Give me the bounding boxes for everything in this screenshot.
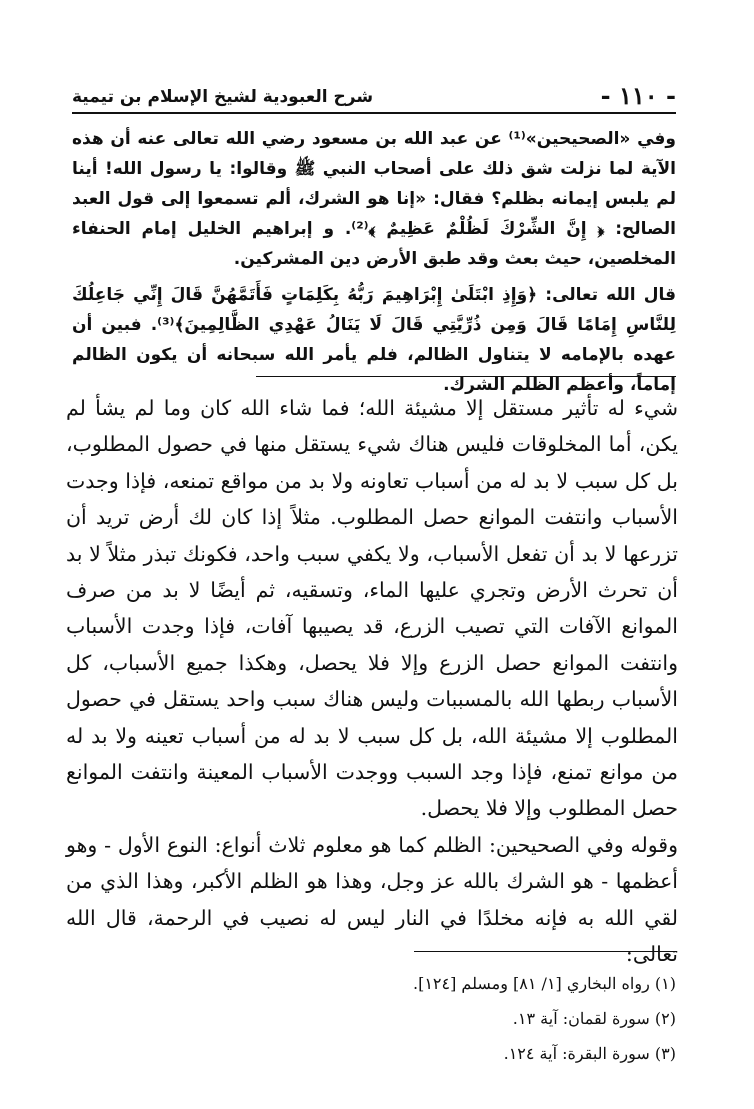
- footnotes: [72, 966, 676, 1071]
- section-separator: [256, 376, 676, 377]
- footnote-item: (١) رواه البخاري [١/ ٨١] ومسلم [١٢٤].: [412, 974, 676, 993]
- matn-paragraph: قال الله تعالى: ﴿وَإِذِ ابْتَلَىٰ إِبْرَاهِيمَ رَبُّهُ بِكَلِمَاتٍ فَأَتَمَّهُنَّ قَالَ إِنِّي جَاعِلُكَ لِلنَّاسِ إِمَامًا قَالَ وَمِن ذُرِّيَّتِي قَالَ لَا يَنَالُ عَهْدِي الظَّالِمِينَ﴾⁽³⁾. فبين أن عهده بالإمامه لا يتناول الظالم، فلم يأمر الله سبحانه أن يكون الظالم إماماً، وأعظم الظلم الشرك.: [72, 285, 676, 395]
- body-paragraph: شيء له تأثير مستقل إلا مشيئة الله؛ فما شاء الله كان وما لم يشأ لم يكن، أما المخلوقات فليس هناك شيء يستقل منها في حصول المطلوب، بل كل سبب لا بد له من أسباب تعاونه ولا بد من مواقع تمنعه، فإذا وجدت الأسباب وانتفت الموانع حصل المطلوب. مثلاً إذا كان لك أرض تريد أن تزرعها لا بد أن تفعل الأسباب، ولا يكفي سبب واحد، فكونك تبذر مثلاً لا بد أن تحرث الأرض وتجري عليها الماء، وتسقيه، ثم أيضًا لا بد من صرف الموانع الآفات التي تصيب الزرع، قد يصيبها آفات، فإذا وجدت الأسباب وانتفت الموانع حصل الزرع وإلا فلا يحصل، وهكذا جميع الأسباب، كل الأسباب ربطها الله بالمسببات وليس هناك سبب واحد يستقل في حصول المطلوب إلا مشيئة الله، بل كل سبب لا بد له من أسباب تعينه ولا بد له من موانع تمنع، فإذا وجد السبب ووجدت الأسباب المعينة وانتفت الموانع حصل المطلوب وإلا فلا يحصل.: [66, 396, 678, 821]
- footnote-item: (٣) سورة البقرة: آية ١٢٤.: [503, 1044, 676, 1063]
- matn-paragraph: وفي «الصحيحين»⁽¹⁾ عن عبد الله بن مسعود رضي الله تعالى عنه أن هذه الآية لما نزلت شق ذلك على أصحاب النبي ﷺ وقالوا: يا رسول الله! أينا لم يلبس إيمانه بظلم؟ فقال: «إنا هو الشرك، ألم تسمعوا إلى قول العبد الصالح: ﴿ إِنَّ الشِّرْكَ لَظُلْمٌ عَظِيمٌ ﴾⁽²⁾. و إبراهيم الخليل إمام الحنفاء المخلصين، حيث بعث وقد طبق الأرض دين المشركين.: [72, 129, 676, 269]
- quoted-matn-block: [72, 124, 676, 406]
- header-rule: [72, 112, 676, 114]
- running-title: شرح العبودية لشيخ الإسلام بن تيمية: [72, 87, 374, 107]
- page-header: [72, 82, 676, 114]
- body-paragraph: وقوله وفي الصحيحين: الظلم كما هو معلوم ثلاث أنواع: النوع الأول - وهو أعظمها - هو الشرك بالله عز وجل، وهذا هو الظلم الأكبر، وهذا الذي من لقي الله به فإنه مخلدًا في النار ليس له نصيب في الرحمة، قال الله تعالى:: [66, 832, 678, 967]
- footnote-item: (٢) سورة لقمان: آية ١٣.: [512, 1009, 676, 1028]
- commentary-body: [66, 390, 678, 973]
- footnote-rule: [414, 951, 676, 952]
- page-number: - ١١٠ -: [600, 81, 676, 110]
